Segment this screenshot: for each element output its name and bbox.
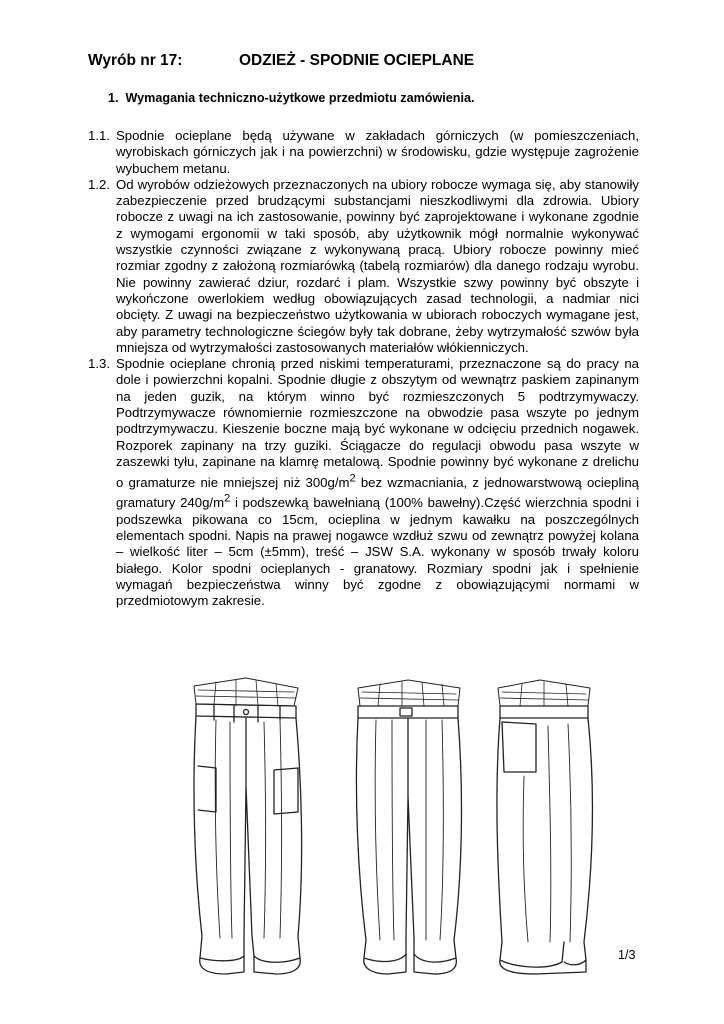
- page-number: 1/3: [618, 948, 636, 962]
- item-title: ODZIEŻ - SPODNIE OCIEPLANE: [239, 52, 475, 69]
- requirements-list: [88, 128, 639, 609]
- trousers-back-view: [356, 680, 461, 974]
- requirement-paragraph: [88, 177, 639, 356]
- paragraph-number: 1.3.: [88, 356, 110, 372]
- section-title: Wymagania techniczno-użytkowe przedmiotu zamówienia.: [125, 91, 475, 105]
- paragraph-text: Od wyrobów odzieżowych przeznaczonych na ubiory robocze wymaga się, aby stanowiły zabezpieczenie przed brudzącymi substancjami nieszkodliwymi dla zdrowia. Ubiory robocze z uwagi na ich zastosowanie, powinny być zaprojektowane i wykonane zgodnie z wymogami ergonomii w taki sposób, aby użytkownik mógł normalnie wykonywać wszystkie czynności związane z wykonywaną pracą. Ubiory robocze powinny mieć rozmiar zgodny z założoną rozmiarówką (tabelą rozmiarów) dla danego rodzaju wyrobu. Nie powinny zawierać dziur, rozdarć i plam. Wszystkie szwy powinny być obszyte i wykończone owerlokiem według obowiązujących zasad technologii, a nadmiar nici obcięty. Z uwagi na bezpieczeństwo użytkowania w ubiorach roboczych wymagane jest, aby parametry technologiczne ściegów były tak dobrane, żeby wytrzymałość szwów była mniejsza od wytrzymałości zastosowanych materiałów włókienniczych.: [116, 176, 639, 355]
- item-number-label: Wyrób nr 17:: [88, 52, 183, 69]
- section-heading: [108, 91, 474, 105]
- trousers-side-view: [497, 680, 592, 974]
- paragraph-text: Spodnie ocieplane będą używane w zakładach górniczych (w pomieszczeniach, wyrobiskach górniczych jak i na powierzchni) w środowisku, gdzie występuje zagrożenie wybuchem metanu.: [116, 128, 639, 176]
- requirement-paragraph: [88, 356, 639, 609]
- paragraph-number: 1.2.: [88, 176, 110, 192]
- trousers-front-view: [194, 678, 302, 974]
- section-number: 1.: [108, 91, 119, 105]
- trousers-illustration: [186, 676, 646, 976]
- requirement-paragraph: [88, 128, 639, 177]
- paragraph-text: Spodnie ocieplane chronią przed niskimi temperaturami, przeznaczone są do pracy na dole i powierzchni kopalni. Spodnie długie z obszytym od wewnątrz paskiem zapinanym na jeden guzik, na którym winno być rozmieszczonych 5 podtrzymywaczy. Podtrzymywacze równomiernie rozmieszczone na obwodzie pasa wszyte po jednym podtrzymywaczu. Kieszenie boczne mają być wykonane w odcięciu przednich nogawek. Rozporek zapinany na trzy guziki. Ściągacze do regulacji obwodu pasa wszyte w zaszewki tyłu, zapinane na klamrę metalową. Spodnie powinny być wykonane z drelichu o gramaturze nie mniejszej niż $300g/m^2$ bez wzmacniania, z jednowarstwową ociepliną gramatury $240g/m^2$ i podszewką bawełnianą (100% bawełny).Część wierzchnia spodni i podszewka pikowana co 15cm, ocieplina w jednym kawałku na poszczególnych elementach spodni. Napis na prawej nogawce wzdłuż szwu od zewnątrz powyżej kolana – wielkość liter – 5cm (±5mm), treść – JSW S.A. wykonany w sposób trwały koloru białego. Kolor spodni ocieplanych - granatowy. Rozmiary spodni jak i spełnienie wymagań bezpieczeństwa winny być zgodne z obowiązującymi normami w przedmiotowym zakresie.: [116, 356, 640, 609]
- paragraph-number: 1.1.: [88, 128, 110, 143]
